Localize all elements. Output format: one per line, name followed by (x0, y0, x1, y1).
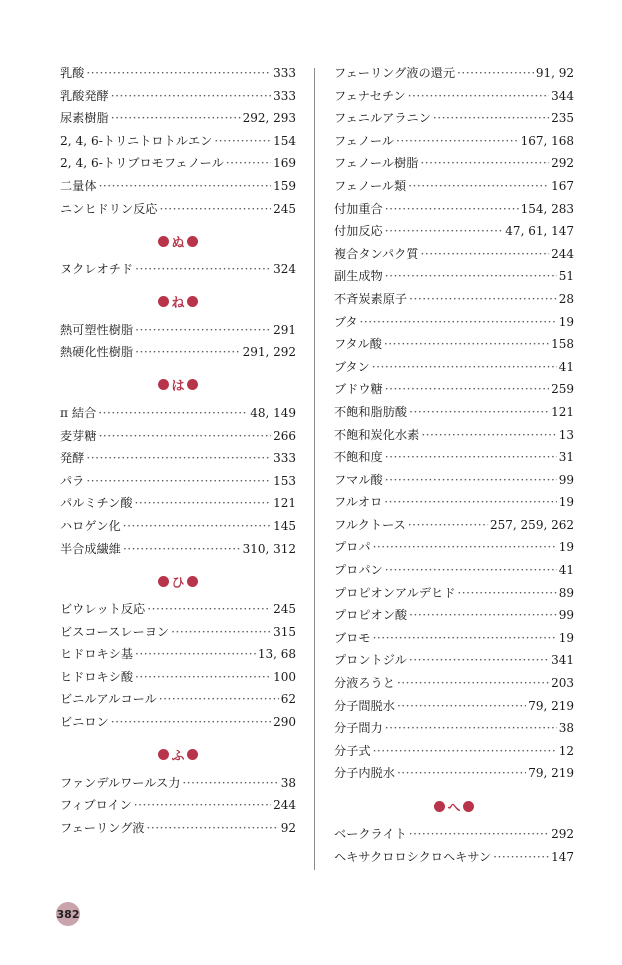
index-pages: 167 (551, 178, 574, 193)
index-term: 乳酸 (60, 66, 85, 80)
index-term: 2, 4, 6-トリブロモフェノール (60, 156, 224, 171)
index-term: ブタ (334, 314, 358, 329)
section-heading (60, 562, 296, 600)
index-term: 複合タンパク質 (334, 246, 419, 261)
index-term: プロピオンアルデヒド (334, 585, 456, 600)
index-pages: 121 (551, 404, 574, 419)
bullet-dot-icon (187, 576, 198, 587)
index-pages: 19 (558, 495, 574, 510)
index-pages: 38 (558, 721, 574, 736)
index-entry (60, 494, 296, 517)
index-entry (334, 290, 574, 313)
leader-dots (384, 337, 549, 351)
index-pages: 333 (273, 66, 296, 80)
index-pages: 167, 168 (520, 133, 574, 148)
index-term: フェノール樹脂 (334, 156, 419, 171)
section-heading (60, 222, 296, 260)
index-term: 付加重合 (334, 201, 383, 216)
leader-dots (433, 111, 549, 125)
index-term: 不飽和脂肪酸 (334, 404, 408, 419)
index-entry (334, 403, 574, 426)
index-column-left (60, 64, 296, 841)
index-pages: 333 (273, 88, 296, 103)
bullet-dot-icon (158, 749, 169, 760)
leader-dots (147, 602, 271, 616)
leader-dots (98, 406, 248, 420)
index-pages: 41 (558, 359, 574, 374)
index-entry (334, 177, 574, 200)
index-term: ビスコースレーヨン (60, 624, 170, 639)
index-pages: 245 (273, 602, 296, 617)
index-entry (334, 87, 574, 110)
leader-dots (373, 540, 557, 554)
bullet-dot-icon (463, 801, 474, 812)
leader-dots (408, 179, 549, 193)
index-pages: 89 (558, 585, 574, 600)
index-term: プロピオン酸 (334, 608, 408, 623)
index-term: フタル酸 (334, 337, 382, 352)
index-term: ニンヒドリン反応 (60, 201, 158, 216)
index-term: 発酵 (60, 451, 85, 466)
leader-dots (457, 66, 534, 80)
index-term: 半合成繊維 (60, 541, 121, 556)
leader-dots (123, 519, 271, 533)
index-pages: 291 (273, 322, 296, 337)
index-term: フルクトース (334, 517, 406, 532)
index-entry (334, 606, 574, 629)
leader-dots (384, 495, 556, 509)
leader-dots (135, 647, 256, 661)
index-pages: 324 (273, 262, 296, 277)
section-heading (60, 283, 296, 321)
page-number: 382 (56, 902, 80, 926)
index-entry (60, 472, 296, 495)
index-pages: 341 (551, 653, 574, 668)
index-term: 分子間力 (334, 721, 383, 736)
index-pages: 159 (273, 178, 296, 193)
index-entry (60, 645, 296, 668)
index-term: プロントジル (334, 653, 407, 668)
leader-dots (111, 89, 271, 103)
index-term: プロパン (334, 563, 383, 578)
index-entry (334, 848, 574, 871)
index-term: ヘキサクロロシクロヘキサン (334, 849, 492, 864)
index-entry (60, 343, 296, 366)
index-term: パルミチン酸 (60, 496, 133, 511)
index-pages: 158 (551, 337, 574, 352)
index-term: ヒドロキシ基 (60, 647, 134, 662)
leader-dots (409, 827, 549, 841)
index-entry (334, 584, 574, 607)
index-term: 2, 4, 6-トリニトロトルエン (60, 133, 213, 148)
index-term: 分液ろうと (334, 676, 395, 691)
index-entry (334, 200, 574, 223)
leader-dots (226, 156, 271, 170)
leader-dots (409, 653, 549, 667)
leader-dots (134, 798, 271, 812)
index-term: 分子式 (334, 743, 371, 758)
index-term: フィブロイン (60, 798, 132, 813)
index-term: ブロモ (334, 630, 371, 645)
leader-dots (457, 586, 556, 600)
index-entry (334, 426, 574, 449)
leader-dots (86, 451, 271, 465)
index-entry (334, 697, 574, 720)
leader-dots (372, 360, 557, 374)
index-entry (60, 404, 296, 427)
index-entry (60, 713, 296, 736)
index-term: フェナセチン (334, 88, 406, 103)
index-term: 麦芽糖 (60, 428, 97, 443)
index-entry (60, 690, 296, 713)
leader-dots (385, 721, 557, 735)
bullet-dot-icon (158, 296, 169, 307)
index-entry (334, 651, 574, 674)
bullet-dot-icon (187, 749, 198, 760)
index-entry (334, 561, 574, 584)
index-term: 尿素樹脂 (60, 111, 109, 126)
index-pages: 38 (280, 775, 296, 790)
index-pages: 19 (558, 314, 574, 329)
index-pages: 13, 68 (257, 647, 296, 662)
section-kana: へ (447, 800, 461, 816)
index-entry (60, 449, 296, 472)
index-term: ブドウ糖 (334, 382, 383, 397)
leader-dots (408, 518, 488, 532)
index-entry (334, 448, 574, 471)
leader-dots (171, 625, 271, 639)
index-entry (60, 200, 296, 223)
index-term: フェノール (334, 133, 394, 148)
leader-dots (111, 111, 241, 125)
leader-dots (135, 323, 271, 337)
bullet-dot-icon (158, 379, 169, 390)
index-term: 熱硬化性樹脂 (60, 345, 134, 360)
index-pages: 257, 259, 262 (490, 517, 574, 532)
index-column-right (334, 64, 574, 870)
index-term: フェーリング液の還元 (334, 66, 456, 80)
index-entry (334, 267, 574, 290)
index-pages: 169 (273, 156, 296, 171)
index-entry (334, 64, 574, 87)
bullet-dot-icon (434, 801, 445, 812)
index-pages: 344 (551, 88, 574, 103)
index-pages: 13 (558, 427, 574, 442)
leader-dots (373, 744, 557, 758)
index-pages: 28 (558, 291, 574, 306)
leader-dots (409, 292, 557, 306)
index-term: 不飽和度 (334, 450, 383, 465)
index-pages: 292, 293 (242, 111, 296, 126)
index-term: ビニロン (60, 715, 109, 730)
index-term: ビウレット反応 (60, 602, 146, 617)
index-entry (60, 177, 296, 200)
leader-dots (146, 821, 278, 835)
index-pages: 291, 292 (242, 345, 296, 360)
section-heading (60, 366, 296, 404)
leader-dots (214, 134, 271, 148)
index-pages: 12 (558, 743, 574, 758)
index-pages: 48, 149 (250, 405, 296, 420)
leader-dots (397, 699, 526, 713)
index-pages: 41 (558, 563, 574, 578)
index-entry (60, 819, 296, 842)
index-pages: 154 (273, 133, 296, 148)
leader-dots (409, 608, 557, 622)
index-term: ファンデルワールス力 (60, 775, 181, 790)
index-pages: 244 (551, 246, 574, 261)
index-term: ヒドロキシ酸 (60, 669, 134, 684)
index-term: フマル酸 (334, 472, 383, 487)
index-entry (60, 668, 296, 691)
index-term: 不斉炭素原子 (334, 291, 408, 306)
section-heading (60, 736, 296, 774)
leader-dots (373, 631, 557, 645)
section-kana: ひ (171, 575, 185, 591)
index-entry (60, 623, 296, 646)
index-entry (334, 516, 574, 539)
index-pages: 235 (551, 111, 574, 126)
leader-dots (86, 66, 271, 80)
index-entry (334, 132, 574, 155)
leader-dots (385, 450, 557, 464)
index-pages: 310, 312 (242, 541, 296, 556)
leader-dots (135, 496, 272, 510)
bullet-dot-icon (187, 296, 198, 307)
index-entry (334, 493, 574, 516)
index-pages: 154, 283 (520, 201, 574, 216)
leader-dots (99, 179, 272, 193)
index-pages: 51 (558, 269, 574, 284)
index-pages: 292 (551, 827, 574, 841)
index-entry (60, 132, 296, 155)
index-pages: 19 (558, 630, 574, 645)
section-kana: ね (171, 296, 185, 312)
leader-dots (99, 429, 272, 443)
leader-dots (135, 670, 271, 684)
index-entry (60, 64, 296, 87)
index-pages: 62 (280, 692, 296, 707)
index-entry (60, 796, 296, 819)
index-entry (334, 674, 574, 697)
index-term: 副生成物 (334, 269, 383, 284)
index-entry (60, 260, 296, 283)
index-pages: 31 (558, 450, 574, 465)
index-entry (60, 600, 296, 623)
index-pages: 244 (273, 798, 296, 813)
leader-dots (396, 134, 519, 148)
index-term: π 結合 (60, 405, 97, 420)
index-entry (334, 154, 574, 177)
index-entry (334, 380, 574, 403)
leader-dots (397, 676, 549, 690)
leader-dots (159, 692, 279, 706)
index-entry (334, 742, 574, 765)
leader-dots (409, 405, 549, 419)
index-term: フェニルアラニン (334, 111, 431, 126)
leader-dots (123, 542, 241, 556)
index-term: 熱可塑性樹脂 (60, 322, 134, 337)
index-term: ハロゲン化 (60, 518, 121, 533)
index-pages: 121 (273, 496, 296, 511)
index-entry (60, 540, 296, 563)
index-term: プロパ (334, 540, 371, 555)
leader-dots (385, 563, 557, 577)
index-pages: 91, 92 (535, 66, 574, 80)
leader-dots (111, 715, 271, 729)
index-entry (60, 427, 296, 450)
bullet-dot-icon (158, 576, 169, 587)
index-pages: 203 (551, 676, 574, 691)
index-entry (334, 358, 574, 381)
bullet-dot-icon (158, 236, 169, 247)
index-term: 二量体 (60, 178, 97, 193)
leader-dots (135, 345, 240, 359)
leader-dots (421, 428, 556, 442)
leader-dots (420, 156, 549, 170)
index-entry (334, 719, 574, 742)
index-entry (334, 335, 574, 358)
index-pages: 315 (273, 624, 296, 639)
index-entry (334, 245, 574, 268)
leader-dots (182, 776, 278, 790)
index-pages: 333 (273, 451, 296, 466)
leader-dots (408, 89, 549, 103)
index-pages: 79, 219 (528, 766, 574, 781)
index-pages: 19 (558, 540, 574, 555)
column-divider (314, 68, 315, 870)
bullet-dot-icon (187, 379, 198, 390)
index-entry (334, 629, 574, 652)
leader-dots (135, 262, 271, 276)
index-entry (334, 109, 574, 132)
index-pages: 147 (551, 849, 574, 864)
index-term: フェノール類 (334, 178, 407, 193)
index-pages: 99 (558, 608, 574, 623)
index-term: ベークライト (334, 827, 407, 841)
leader-dots (385, 269, 557, 283)
leader-dots (160, 202, 272, 216)
leader-dots (385, 202, 519, 216)
index-term: ヌクレオチド (60, 262, 134, 277)
index-entry (334, 313, 574, 336)
index-entry (60, 154, 296, 177)
index-entry (334, 222, 574, 245)
index-pages: 99 (558, 472, 574, 487)
index-entry (60, 517, 296, 540)
index-pages: 259 (551, 382, 574, 397)
index-entry (334, 764, 574, 787)
leader-dots (397, 766, 526, 780)
index-term: フルオロ (334, 495, 383, 510)
index-term: フェーリング液 (60, 820, 145, 835)
leader-dots (385, 224, 504, 238)
leader-dots (385, 473, 557, 487)
index-entry (60, 109, 296, 132)
index-pages: 153 (273, 473, 296, 488)
index-pages: 145 (273, 518, 296, 533)
index-term: 乳酸発酵 (60, 88, 109, 103)
index-pages: 100 (273, 669, 296, 684)
index-term: 付加反応 (334, 224, 383, 239)
section-heading (334, 787, 574, 825)
index-pages: 92 (280, 820, 296, 835)
index-pages: 47, 61, 147 (505, 224, 574, 239)
leader-dots (493, 850, 549, 864)
index-pages: 245 (273, 201, 296, 216)
section-kana: は (171, 379, 185, 395)
index-entry (334, 825, 574, 848)
index-entry (334, 471, 574, 494)
index-pages: 292 (551, 156, 574, 171)
index-pages: 266 (273, 428, 296, 443)
leader-dots (420, 247, 549, 261)
index-pages: 290 (273, 715, 296, 730)
section-kana: ぬ (171, 235, 185, 251)
index-pages: 79, 219 (528, 698, 574, 713)
leader-dots (360, 315, 557, 329)
leader-dots (86, 474, 271, 488)
index-term: ビニルアルコール (60, 692, 157, 707)
leader-dots (385, 382, 549, 396)
index-entry (60, 321, 296, 344)
section-kana: ふ (171, 749, 185, 765)
index-term: 分子内脱水 (334, 766, 395, 781)
index-term: ブタン (334, 359, 370, 374)
index-entry (334, 538, 574, 561)
index-term: 分子間脱水 (334, 698, 395, 713)
index-entry (60, 774, 296, 797)
index-entry (60, 87, 296, 110)
bullet-dot-icon (187, 236, 198, 247)
index-term: 不飽和炭化水素 (334, 427, 420, 442)
index-term: パラ (60, 473, 85, 488)
